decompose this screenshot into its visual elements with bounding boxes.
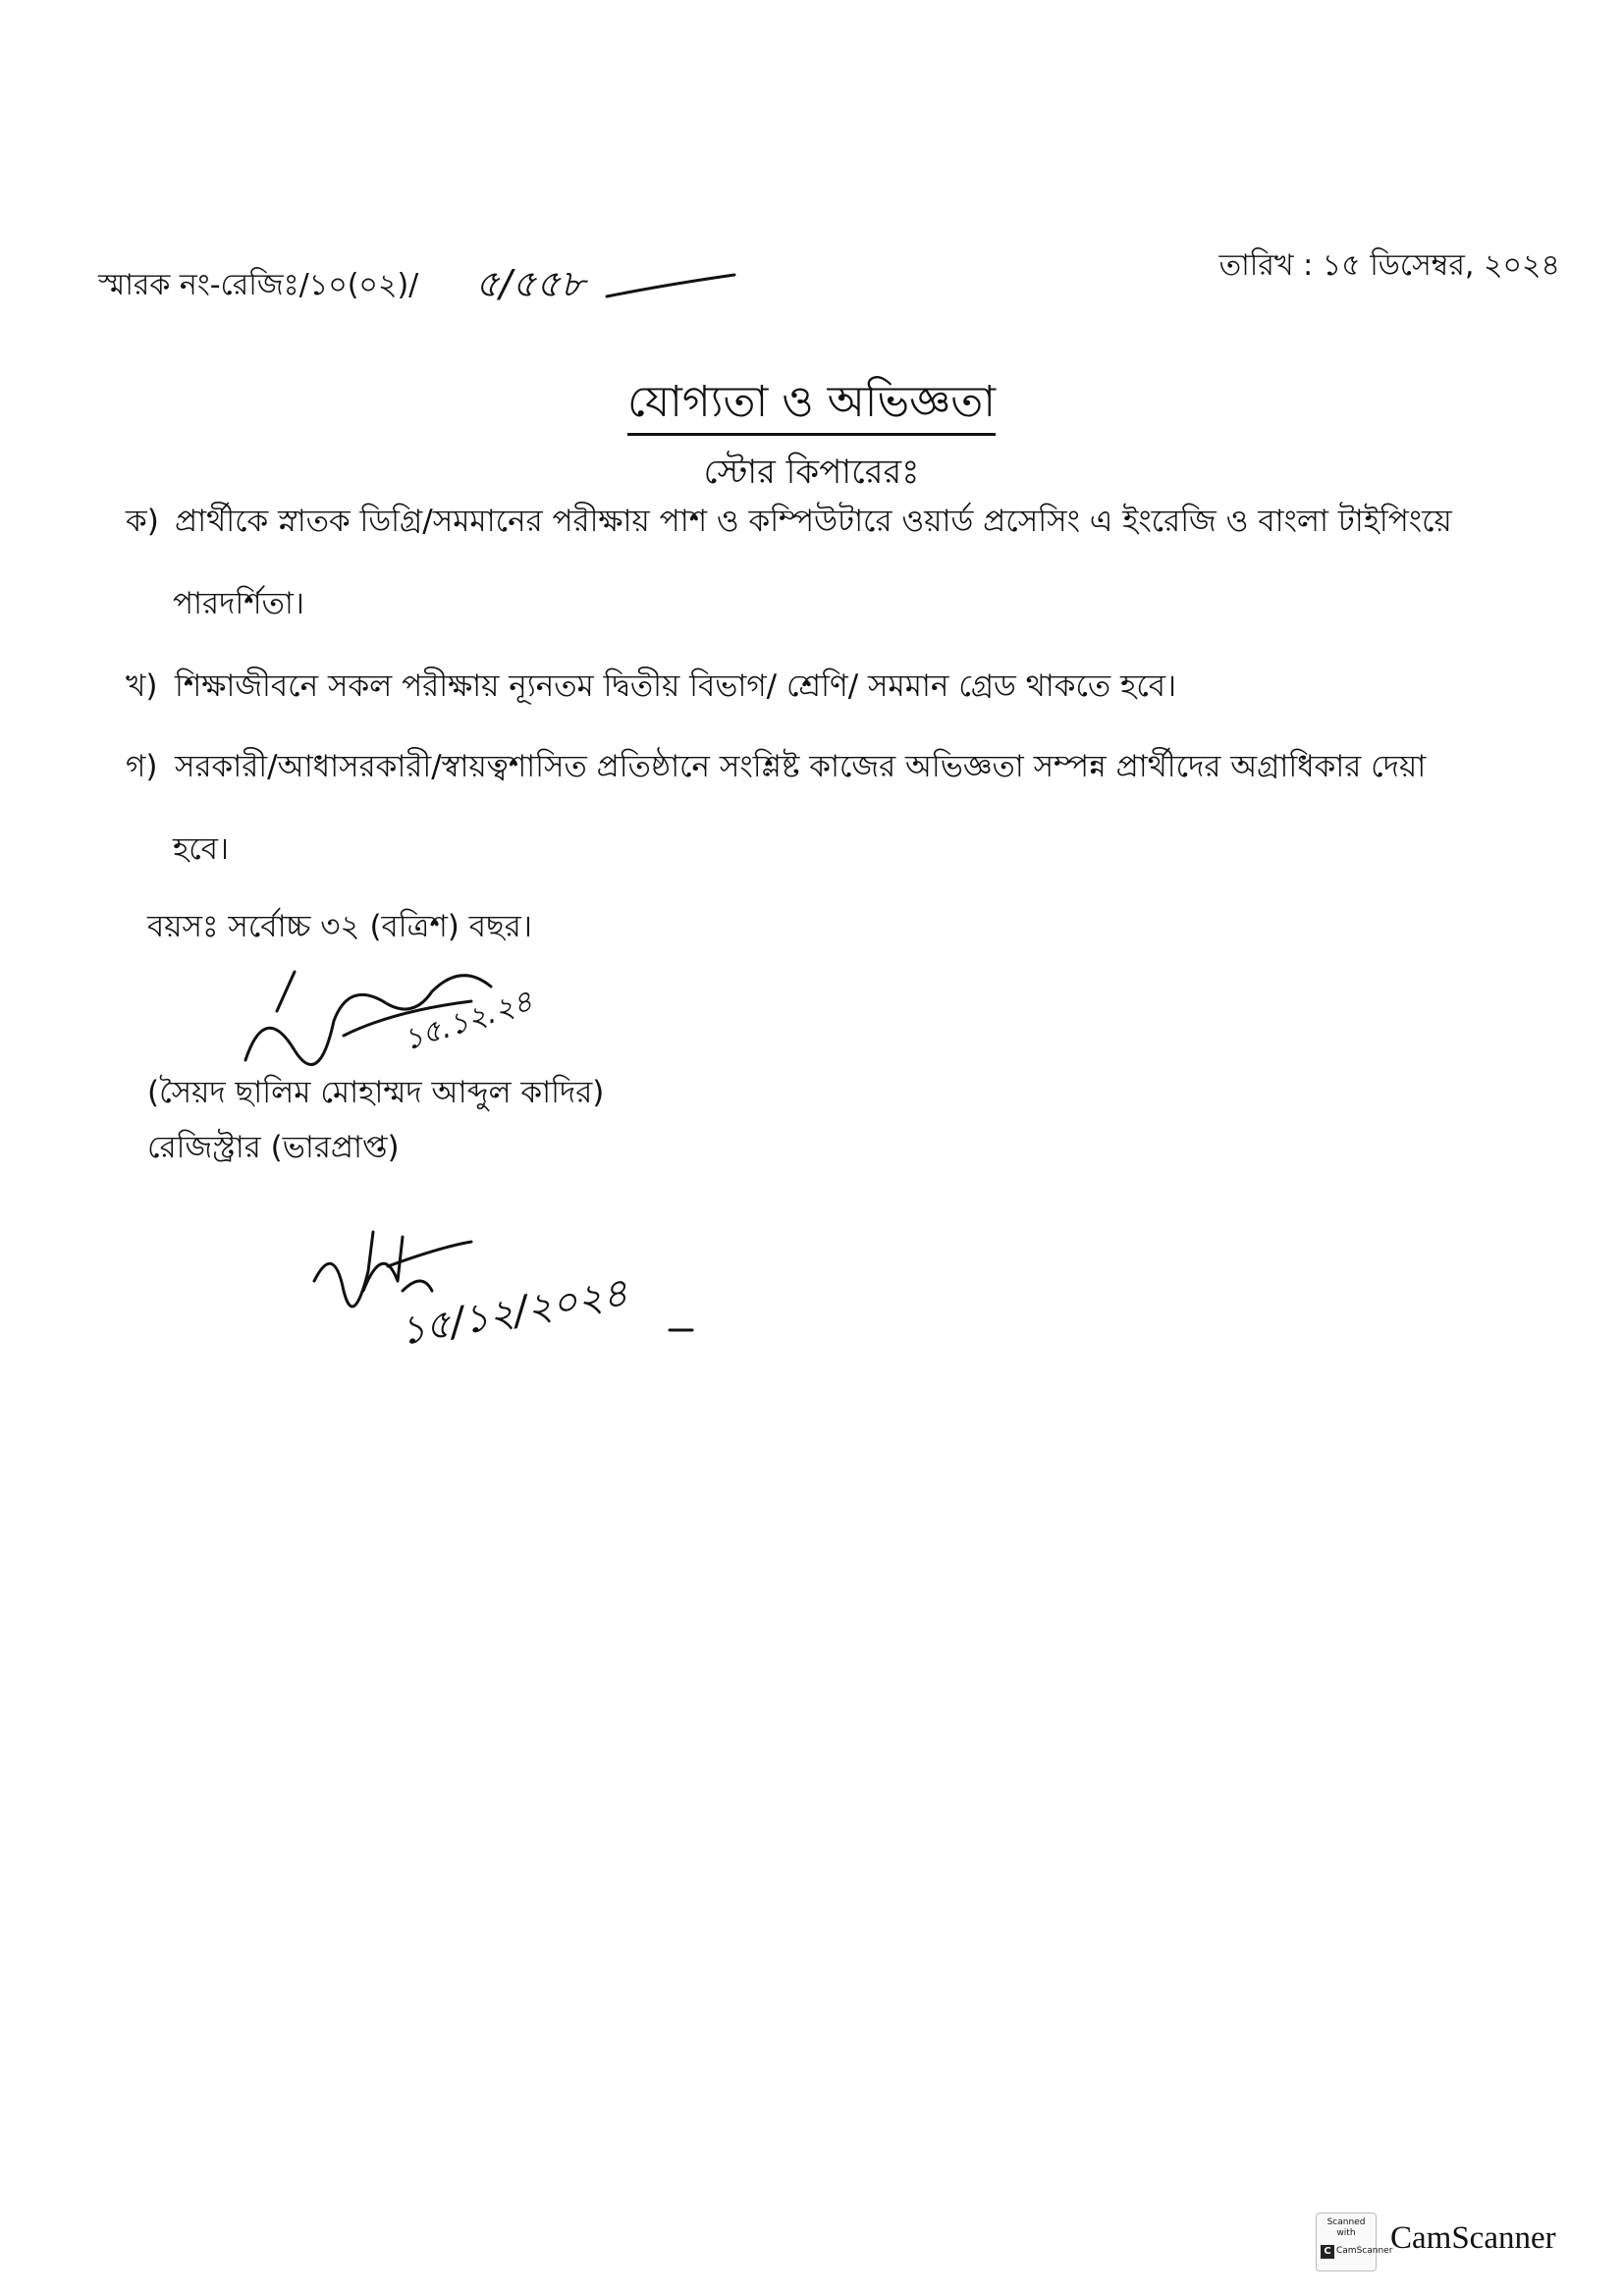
camscanner-badge-small: CamScanner (1336, 2246, 1393, 2256)
signature-date-text: ১৫.১২.২৪ (399, 984, 537, 1058)
memo-number (98, 267, 418, 304)
camscanner-logo-icon: C (1321, 2245, 1334, 2259)
item-continuation: পারদর্শিতা। (173, 586, 304, 621)
memo-handwritten-number (469, 245, 754, 324)
item-label: ক) (126, 504, 159, 539)
memo-handwritten-text: ৫/৫৫৮ (475, 262, 585, 305)
memo-number-text: স্মারক নং-রেজিঃ/১০(০২)/ (98, 268, 419, 302)
item-continuation: হবে। (173, 831, 230, 867)
second-signature-date: ১৫/১২/২০২৪ (396, 1269, 631, 1355)
second-signature (304, 1222, 717, 1369)
document-title (0, 375, 1623, 429)
item-text: শিক্ষাজীবনে সকল পরীক্ষায় ন্যূনতম দ্বিতীয় বিভাগ/ শ্রেণি/ সমমান গ্রেড থাকতে হবে। (175, 668, 1177, 704)
item-label: খ) (126, 668, 158, 704)
item-text: সরকারী/আধাসরকারী/স্বায়ত্বশাসিত প্রতিষ্ঠানে সংশ্লিষ্ট কাজের অভিজ্ঞতা সম্পন্ন প্রার্থীদের অগ্রাধিকার দেয়া (175, 749, 1427, 784)
document-subtitle: স্টোর কিপারেরঃ (703, 453, 920, 492)
item-label: গ) (126, 749, 158, 784)
camscanner-name: CamScanner (1390, 2220, 1556, 2256)
camscanner-badge (1316, 2213, 1393, 2271)
document-title-text: যোগ্যতা ও অভিজ্ঞতা (627, 377, 996, 436)
signatory-designation: রেজিস্ট্রার (ভারপ্রাপ্ত) (147, 1130, 400, 1165)
document-date: তারিখ : ১৫ ডিসেম্বর, ২০২৪ (1218, 248, 1560, 283)
signatory-name: (সৈয়দ ছালিম মোহাম্মদ আব্দুল কাদির) (147, 1075, 605, 1110)
item-text: প্রার্থীকে স্নাতক ডিগ্রি/সমমানের পরীক্ষায় পাশ ও কম্পিউটারে ওয়ার্ড প্রসেসিং এ ইংরেজি ও বাংলা টাইপিংয়ে (175, 504, 1452, 539)
age-limit: বয়সঃ সর্বোচ্চ ৩২ (বত্রিশ) বছর। (147, 909, 532, 944)
camscanner-badge-top: Scanned with (1326, 2217, 1366, 2238)
